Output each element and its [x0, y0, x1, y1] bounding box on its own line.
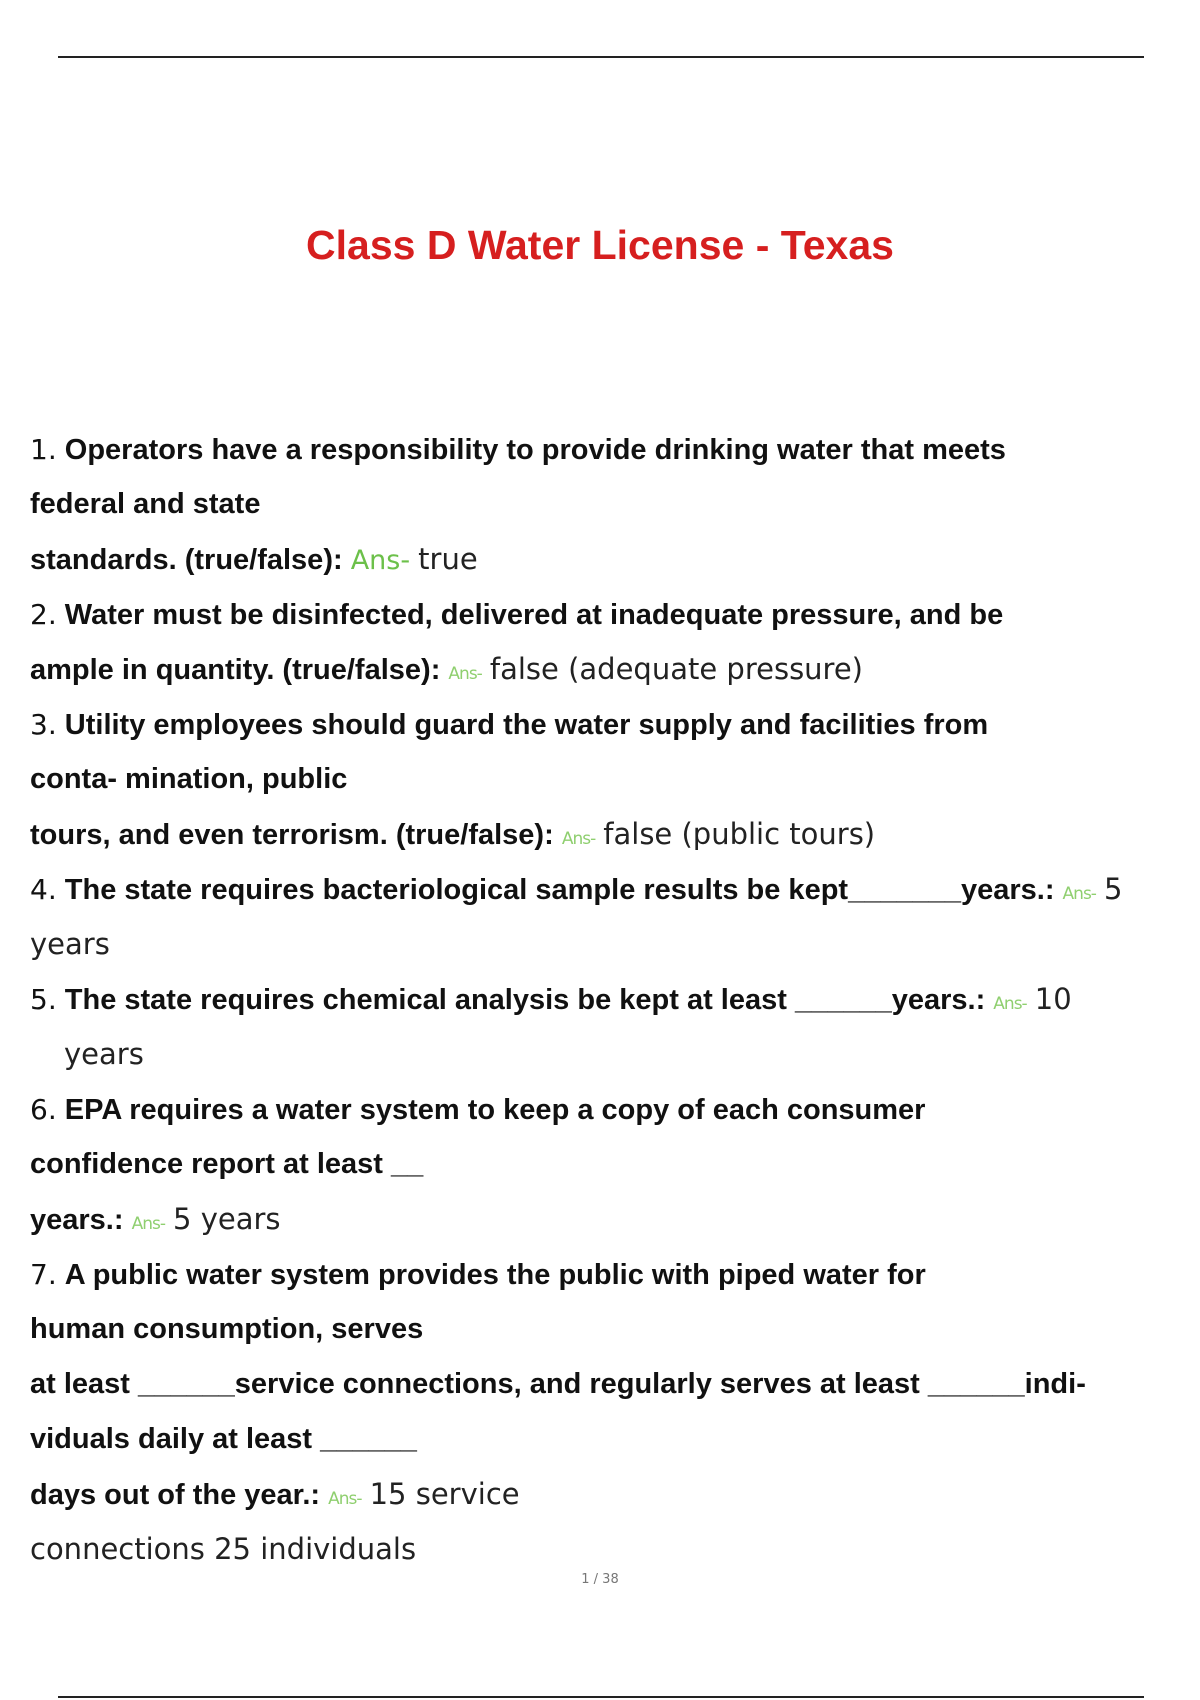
answer-text: 5 years [173, 1202, 281, 1236]
question-text: A public water system provides the public with piped water for [64, 1259, 926, 1291]
question-5-line-1 [30, 972, 1195, 1027]
question-text: Utility employees should guard the water supply and facilities from [64, 709, 989, 741]
question-6-line-2 [30, 1137, 1195, 1192]
question-1-line-1 [30, 422, 1195, 477]
question-text: EPA requires a water system to keep a copy of each consumer [64, 1094, 926, 1126]
question-6-line-3 [30, 1192, 1195, 1247]
question-text: The state requires bacteriological sample results be kept_______years.: [64, 874, 1055, 906]
question-1-line-2 [30, 477, 1195, 532]
question-7-line-5 [30, 1467, 1195, 1522]
question-3-line-1 [30, 697, 1195, 752]
ans-label: Ans- [131, 1214, 165, 1234]
answer-text: 10 [1034, 982, 1072, 1016]
question-text: days out of the year.: [30, 1479, 321, 1511]
question-3-line-3 [30, 807, 1195, 862]
question-7-line-2 [30, 1302, 1195, 1357]
question-text: human consumption, serves [30, 1313, 424, 1345]
question-text: federal and state [30, 488, 261, 520]
question-7-line-4 [30, 1412, 1195, 1467]
question-2-line-2 [30, 642, 1195, 697]
answer-text: 15 service [369, 1477, 520, 1511]
question-number: 5. [30, 983, 57, 1016]
question-list [30, 422, 1195, 1577]
question-text: at least ______service connections, and regularly serves at least ______indi- [30, 1368, 1086, 1400]
question-text: conta- mination, public [30, 763, 348, 795]
document-title: Class D Water License - Texas [306, 222, 894, 268]
answer-text: true [418, 542, 478, 576]
question-6-line-1 [30, 1082, 1195, 1137]
answer-text: years [30, 927, 110, 961]
answer-text: false (adequate pressure) [489, 652, 863, 686]
question-text: standards. (true/false): [30, 544, 343, 576]
ans-label: Ans- [328, 1489, 362, 1509]
question-text: tours, and even terrorism. (true/false): [30, 819, 554, 851]
question-3-line-2 [30, 752, 1195, 807]
bottom-rule [58, 1696, 1144, 1698]
ans-label: Ans- [993, 994, 1027, 1014]
question-7-line-3 [30, 1357, 1195, 1412]
question-number: 6. [30, 1093, 57, 1126]
answer-text: 5 [1104, 872, 1123, 906]
answer-text: false (public tours) [603, 817, 876, 851]
question-number: 7. [30, 1258, 57, 1291]
question-number: 3. [30, 708, 57, 741]
ans-label: Ans- [350, 545, 411, 576]
question-text: ample in quantity. (true/false): [30, 654, 441, 686]
question-4-line-2 [30, 917, 1195, 972]
question-4-line-1 [30, 862, 1195, 917]
question-text: Operators have a responsibility to provide drinking water that meets [64, 434, 1006, 466]
question-text: confidence report at least __ [30, 1148, 424, 1180]
question-text: The state requires chemical analysis be kept at least ______years.: [64, 984, 986, 1016]
question-text: Water must be disinfected, delivered at inadequate pressure, and be [64, 599, 1004, 631]
question-5-line-2 [30, 1027, 1195, 1082]
answer-text: connections 25 individuals [30, 1532, 417, 1566]
ans-label: Ans- [448, 664, 482, 684]
question-7-line-1 [30, 1247, 1195, 1302]
ans-label: Ans- [1062, 884, 1096, 904]
question-number: 1. [30, 433, 57, 466]
question-text: viduals daily at least ______ [30, 1423, 417, 1455]
question-number: 4. [30, 873, 57, 906]
answer-text: years [64, 1037, 144, 1071]
top-rule [58, 56, 1144, 58]
question-number: 2. [30, 598, 57, 631]
question-7-line-6 [30, 1522, 1195, 1577]
question-2-line-1 [30, 587, 1195, 642]
ans-label: Ans- [561, 829, 596, 849]
page-indicator: 1 / 38 [581, 1572, 619, 1587]
question-1-line-3 [30, 532, 1195, 587]
question-text: years.: [30, 1204, 124, 1236]
